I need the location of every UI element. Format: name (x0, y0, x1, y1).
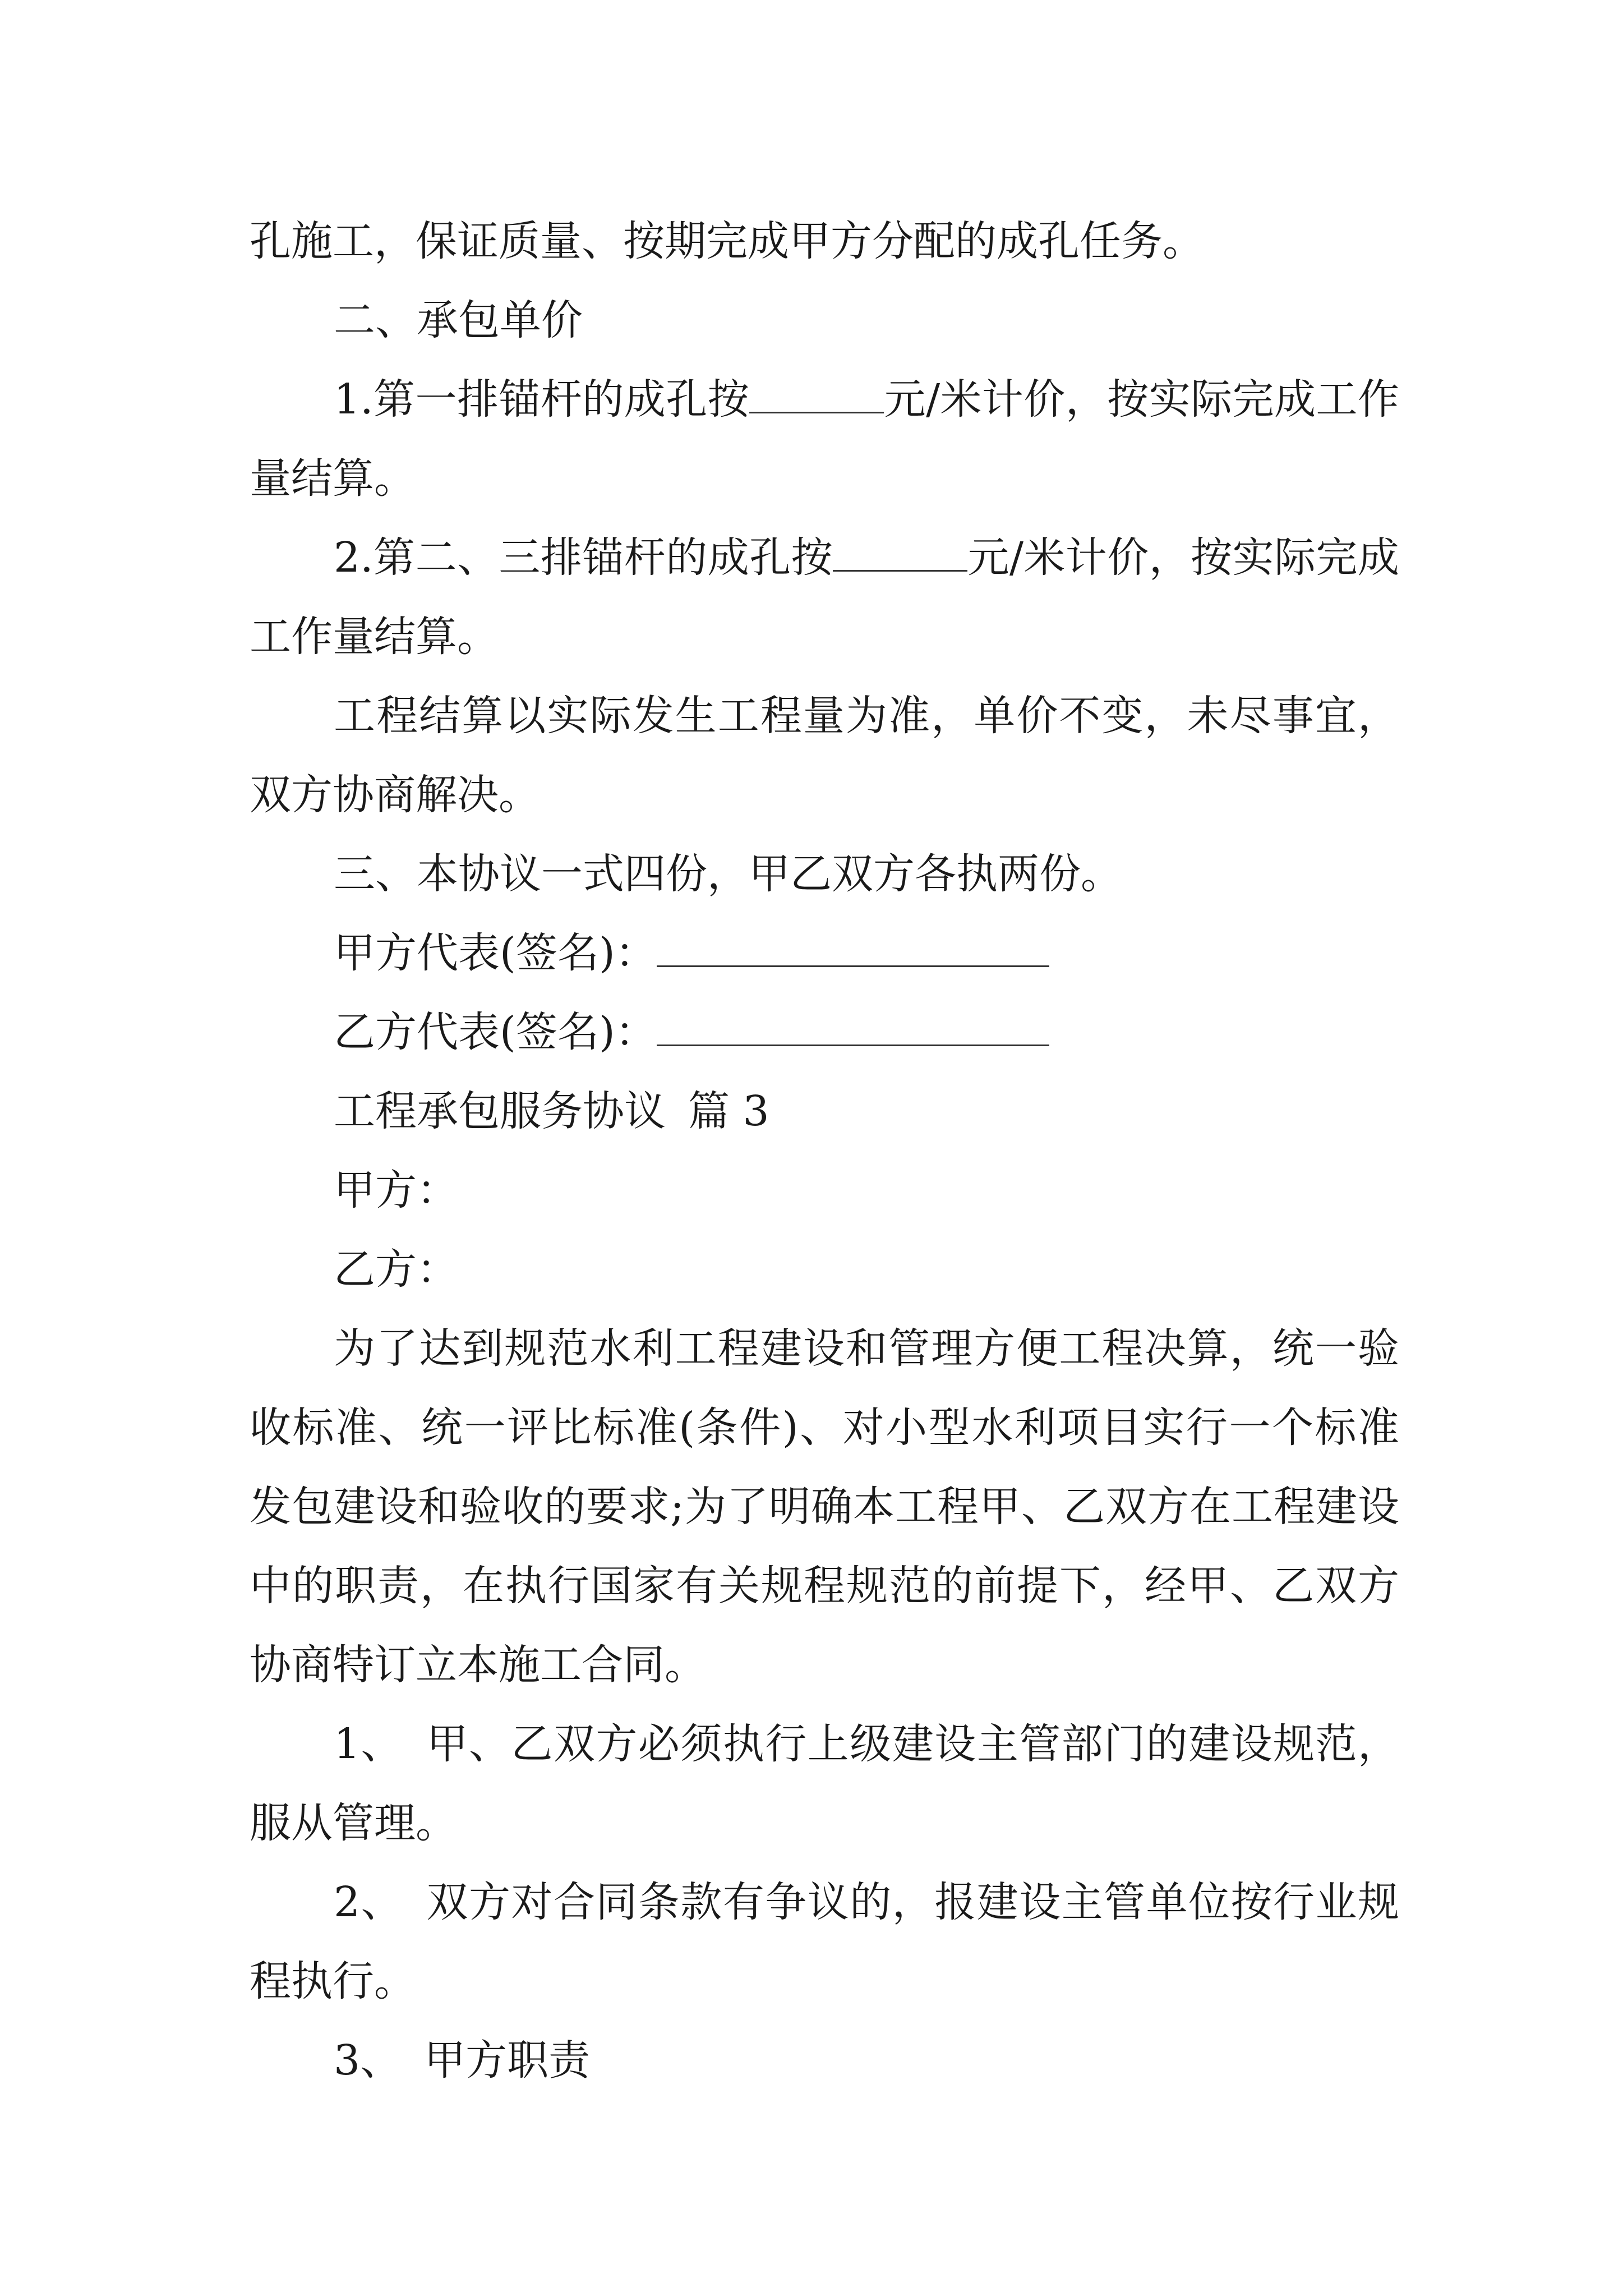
title-text: 工程承包服务协议 (334, 1087, 666, 1135)
signature-label: 甲方代表(签名)： (334, 929, 657, 977)
text-line: 为了达到规范水利工程建设和管理方便工程决算，统一验收标准、统一评比标准(条件)、对小型水利项目实行一个标准发包建设和验收的要求;为了明确本工程甲、乙双方在工程建设中的职责，在执行国家有关规程规范的前提下，经甲、乙双方协商特订立本施工合同。 (250, 1324, 1399, 1689)
clause-number: 2、 (334, 1878, 404, 1926)
section-heading-3 (250, 835, 1399, 914)
text-line: 孔施工，保证质量、按期完成甲方分配的成孔任务。 (250, 217, 1204, 265)
party-b-line (250, 1230, 1399, 1309)
signature-party-a (250, 914, 1399, 993)
text-line: 三、本协议一式四份，甲乙双方各执两份。 (334, 850, 1122, 898)
document-body (250, 202, 1399, 2100)
signature-party-b (250, 993, 1399, 1072)
clause-3 (250, 2021, 1399, 2100)
title-part: 篇 3 (688, 1087, 769, 1135)
clause-2 (250, 1863, 1399, 2021)
text-line: 乙方： (334, 1245, 458, 1294)
paragraph-1 (250, 202, 1399, 281)
text-line: 2.第二、三排锚杆的成孔按 (334, 533, 833, 582)
text-line: 元/米计价，按实际完成工作量结算。 (250, 533, 1399, 661)
text-line: 工程结算以实际发生工程量为准，单价不变，未尽事宜，双方协商解决。 (250, 692, 1399, 819)
clause-number: 1、 (334, 1720, 404, 1768)
price-item-1 (250, 360, 1399, 518)
party-a-line (250, 1151, 1399, 1230)
text-line: 1.第一排锚杆的成孔按 (334, 375, 750, 424)
blank-field (749, 374, 884, 413)
heading-text: 二、承包单价 (334, 296, 583, 344)
clause-1 (250, 1705, 1399, 1863)
settlement-paragraph (250, 677, 1399, 835)
text-line: 元/米计价，按实际完成工作量结算。 (250, 375, 1399, 503)
clause-text: 甲方职责 (424, 2036, 591, 2085)
signature-line (657, 928, 1049, 967)
signature-line (657, 1007, 1049, 1046)
price-item-2 (250, 518, 1399, 677)
agreement-title (250, 1072, 1399, 1151)
clause-text: 双方对合同条款有争议的，报建设主管单位按行业规程执行。 (250, 1878, 1399, 2005)
clause-text: 甲、乙双方必须执行上级建设主管部门的建设规范，服从管理。 (250, 1720, 1399, 1847)
section-heading-2 (250, 281, 1399, 360)
clause-number: 3、 (334, 2036, 402, 2085)
preamble-paragraph (250, 1309, 1399, 1705)
signature-label: 乙方代表(签名)： (334, 1008, 657, 1056)
blank-field (833, 532, 967, 572)
text-line: 甲方： (334, 1166, 458, 1214)
